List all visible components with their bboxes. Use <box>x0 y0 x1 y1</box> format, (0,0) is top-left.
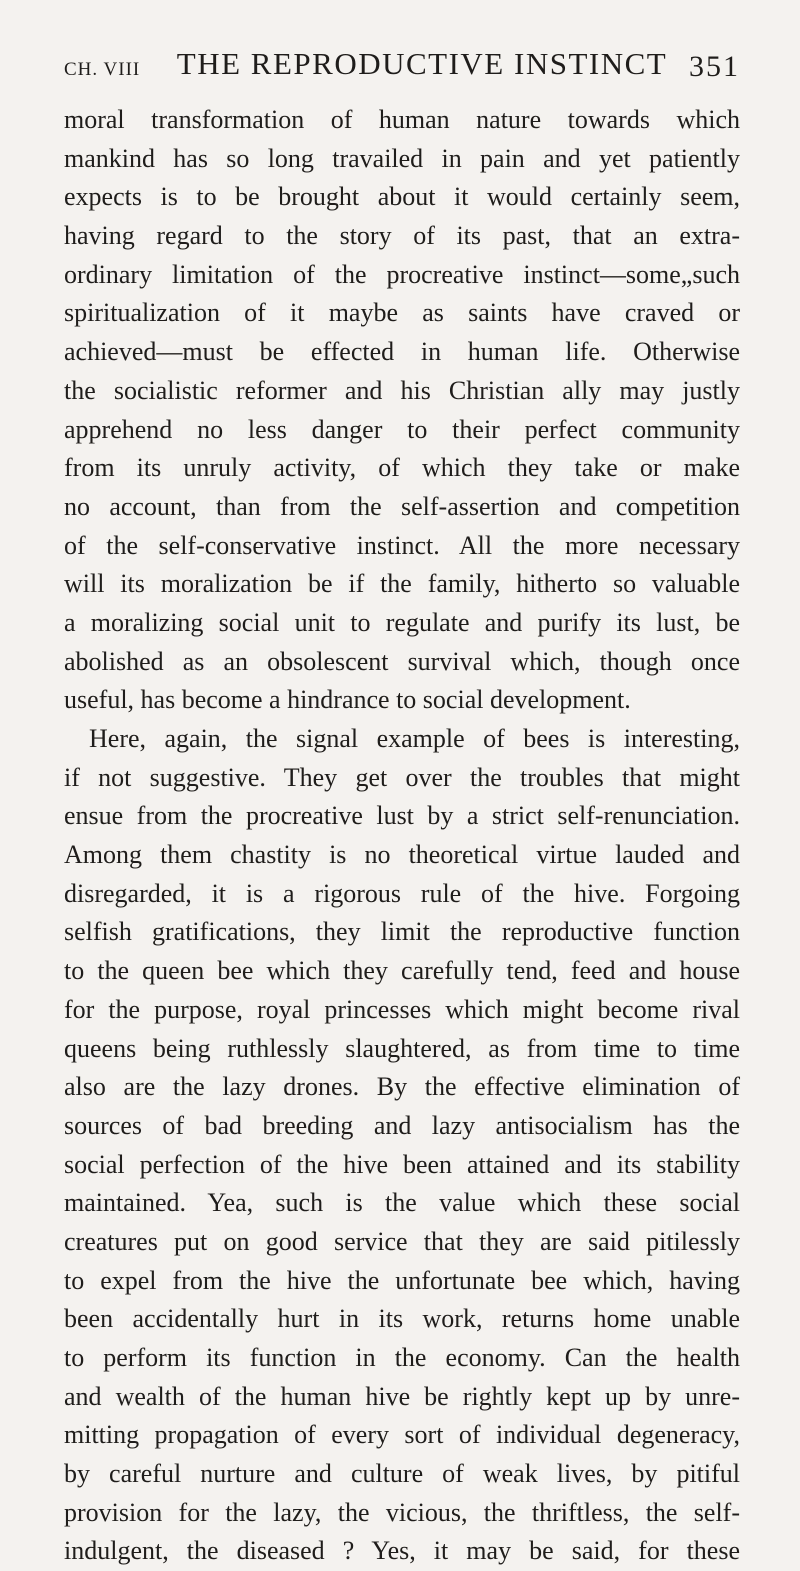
text-line: provision for the lazy, the vicious, the thriftless, the self- <box>64 1497 740 1527</box>
text-line: of the self-conservative instinct. All the more necessary <box>64 530 740 560</box>
text-line: indulgent, the diseased ? Yes, it may be said, for these <box>64 1536 740 1566</box>
page-number: 351 <box>689 50 740 83</box>
text-line: disregarded, it is a rigorous rule of the hive. Forgoing <box>64 878 740 908</box>
page-title-text: THE REPRODUCTIVE INSTINCT <box>176 46 668 81</box>
text-line: abolished as an obsolescent survival which, though once <box>64 646 740 676</box>
text-line: useful, has become a hindrance to social development. <box>64 685 631 715</box>
text-line: no account, than from the self-assertion and competition <box>64 491 740 521</box>
text-line: the socialistic reformer and his Christian ally may justly <box>64 375 740 405</box>
text-line: by careful nurture and culture of weak lives, by pitiful <box>64 1459 740 1489</box>
running-head <box>64 46 740 86</box>
text-line: mitting propagation of every sort of individual degeneracy, <box>64 1420 740 1450</box>
text-line: to the queen bee which they carefully tend, feed and house <box>64 956 740 986</box>
text-line: for the purpose, royal princesses which might become rival <box>64 994 740 1024</box>
text-line: Here, again, the signal example of bees is interesting, <box>89 724 740 753</box>
text-line: if not suggestive. They get over the troubles that might <box>64 762 740 792</box>
text-line: selfish gratifications, they limit the reproductive function <box>64 917 740 947</box>
text-line: apprehend no less danger to their perfect community <box>64 414 740 444</box>
text-line: and wealth of the human hive be rightly kept up by unre- <box>64 1381 740 1411</box>
text-line: also are the lazy drones. By the effective elimination of <box>64 1072 740 1102</box>
text-line: will its moralization be if the family, hitherto so valuable <box>64 569 740 599</box>
text-line: queens being ruthlessly slaughtered, as from time to time <box>64 1033 740 1063</box>
text-line: Among them chastity is no theoretical virtue lauded and <box>64 840 740 870</box>
text-line: social perfection of the hive been attained and its stability <box>64 1149 740 1179</box>
text-line: sources of bad breeding and lazy antisocialism has the <box>64 1110 740 1140</box>
text-line: spiritualization of it maybe as saints have craved or <box>64 298 740 328</box>
text-line: a moralizing social unit to regulate and purify its lust, be <box>64 607 740 637</box>
text-line: mankind has so long travailed in pain and yet patiently <box>64 143 740 173</box>
text-line: creatures put on good service that they are said pitilessly <box>64 1226 740 1256</box>
text-line: ensue from the procreative lust by a strict self-renunciation. <box>64 801 740 831</box>
text-line: ordinary limitation of the procreative instinct—some„such <box>64 259 740 289</box>
text-line: to expel from the hive the unfortunate bee which, having <box>64 1265 740 1295</box>
text-line: been accidentally hurt in its work, returns home unable <box>64 1304 740 1334</box>
text-line: maintained. Yea, such is the value which these social <box>64 1188 740 1218</box>
chapter-label: CH. VIII <box>64 59 141 80</box>
text-line: having regard to the story of its past, that an extra- <box>64 221 740 251</box>
text-line: moral transformation of human nature towards which <box>64 105 740 134</box>
page-title <box>64 46 740 82</box>
text-line: achieved—must be effected in human life. Otherwise <box>64 337 740 367</box>
body-text <box>64 101 740 1571</box>
text-line: from its unruly activity, of which they take or make <box>64 453 740 483</box>
text-line: expects is to be brought about it would certainly seem, <box>64 182 740 212</box>
text-line: to perform its function in the economy. Can the health <box>64 1343 740 1372</box>
